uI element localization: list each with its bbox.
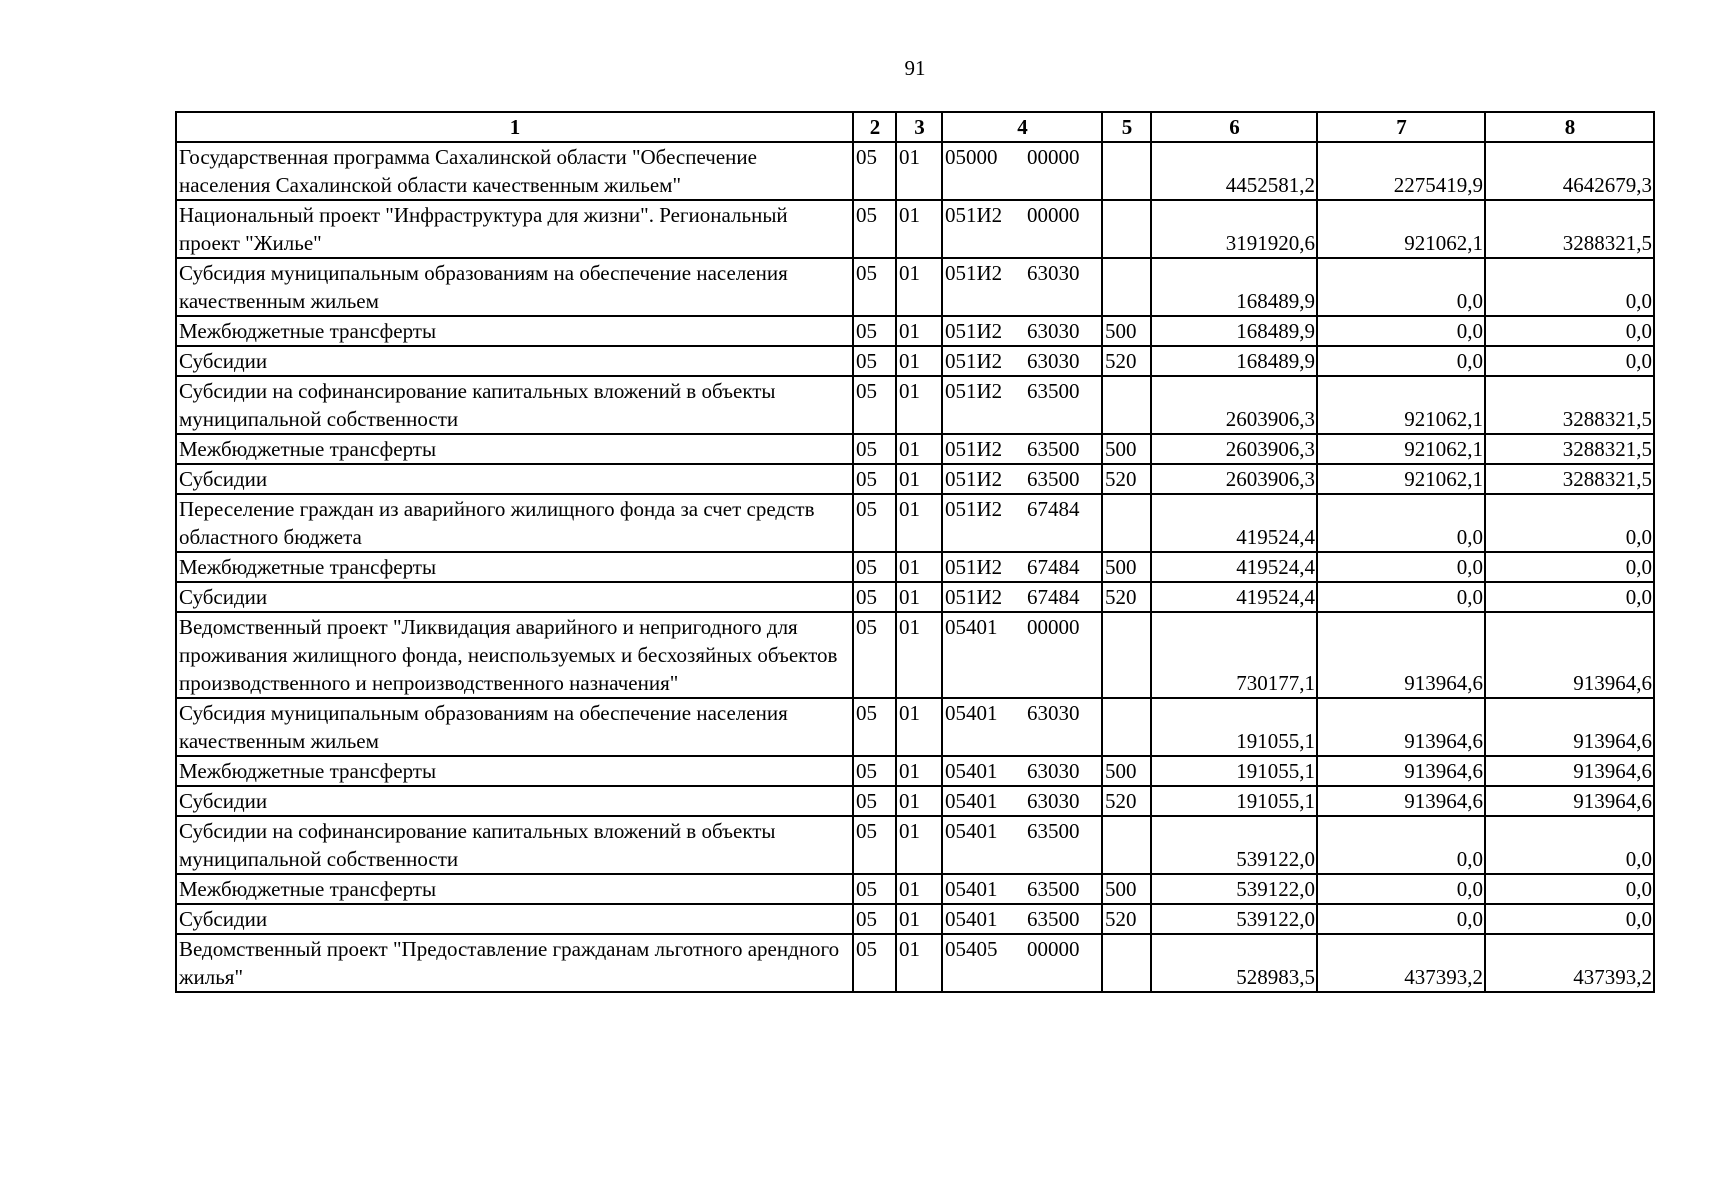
target-article-direction: 63500: [1027, 437, 1080, 461]
table-row: [176, 612, 1654, 698]
target-article-direction: 63030: [1027, 759, 1080, 783]
table-row: [176, 874, 1654, 904]
row-name: Субсидии на софинансирование капитальных вложений в объекты муниципальной собственности: [176, 376, 853, 434]
target-article-direction: 63030: [1027, 349, 1080, 373]
target-article-direction: 67484: [1027, 497, 1080, 521]
amount-col6: 419524,4: [1151, 582, 1317, 612]
expense-type-code: [1102, 934, 1151, 992]
target-article-code: [942, 874, 1102, 904]
target-article-program: 051И2: [945, 437, 1003, 461]
amount-col6: 191055,1: [1151, 698, 1317, 756]
expense-type-code: [1102, 698, 1151, 756]
subsection-code: 01: [896, 756, 942, 786]
row-name: Межбюджетные трансферты: [176, 434, 853, 464]
amount-col8: 3288321,5: [1485, 376, 1654, 434]
target-article-code: [942, 316, 1102, 346]
subsection-code: 01: [896, 582, 942, 612]
col-header: 6: [1151, 112, 1317, 142]
amount-col6: 539122,0: [1151, 874, 1317, 904]
subsection-code: 01: [896, 258, 942, 316]
target-article-program: 05401: [945, 819, 998, 843]
table-row: [176, 786, 1654, 816]
target-article-code: [942, 376, 1102, 434]
amount-col6: 528983,5: [1151, 934, 1317, 992]
row-name: Ведомственный проект "Ликвидация аварийного и непригодного для проживания жилищного фонда, неиспользуемых и бесхозяйных объектов производственного и непроизводственного назначения": [176, 612, 853, 698]
amount-col8: 0,0: [1485, 816, 1654, 874]
target-article-direction: 67484: [1027, 585, 1080, 609]
section-code: 05: [853, 874, 896, 904]
amount-col8: 0,0: [1485, 904, 1654, 934]
target-article-direction: 63500: [1027, 379, 1080, 403]
row-name: Национальный проект "Инфраструктура для жизни". Региональный проект "Жилье": [176, 200, 853, 258]
target-article-direction: 00000: [1027, 615, 1080, 639]
target-article-program: 05401: [945, 615, 998, 639]
target-article-code: [942, 346, 1102, 376]
target-article-direction: 63030: [1027, 261, 1080, 285]
target-article-program: 051И2: [945, 379, 1003, 403]
amount-col6: 419524,4: [1151, 494, 1317, 552]
section-code: 05: [853, 904, 896, 934]
row-name: Межбюджетные трансферты: [176, 552, 853, 582]
table-row: [176, 464, 1654, 494]
table-row: [176, 904, 1654, 934]
target-article-program: 051И2: [945, 497, 1003, 521]
row-name: Субсидии: [176, 464, 853, 494]
amount-col8: 437393,2: [1485, 934, 1654, 992]
expense-type-code: 520: [1102, 904, 1151, 934]
amount-col7: 0,0: [1317, 346, 1485, 376]
amount-col7: 913964,6: [1317, 756, 1485, 786]
amount-col6: 191055,1: [1151, 756, 1317, 786]
expense-type-code: [1102, 142, 1151, 200]
target-article-direction: 63030: [1027, 319, 1080, 343]
section-code: 05: [853, 756, 896, 786]
amount-col6: 539122,0: [1151, 904, 1317, 934]
amount-col7: 913964,6: [1317, 786, 1485, 816]
col-header: 4: [942, 112, 1102, 142]
subsection-code: 01: [896, 904, 942, 934]
amount-col7: 921062,1: [1317, 200, 1485, 258]
target-article-code: [942, 904, 1102, 934]
section-code: 05: [853, 464, 896, 494]
section-code: 05: [853, 494, 896, 552]
expense-type-code: 500: [1102, 552, 1151, 582]
budget-table: [175, 111, 1655, 993]
amount-col8: 3288321,5: [1485, 200, 1654, 258]
table-row: [176, 346, 1654, 376]
section-code: 05: [853, 142, 896, 200]
amount-col7: 921062,1: [1317, 434, 1485, 464]
target-article-program: 051И2: [945, 467, 1003, 491]
amount-col7: 0,0: [1317, 904, 1485, 934]
target-article-code: [942, 142, 1102, 200]
section-code: 05: [853, 698, 896, 756]
target-article-program: 05401: [945, 907, 998, 931]
section-code: 05: [853, 346, 896, 376]
table-row: [176, 698, 1654, 756]
amount-col8: 0,0: [1485, 346, 1654, 376]
target-article-direction: 63030: [1027, 789, 1080, 813]
target-article-code: [942, 698, 1102, 756]
row-name: Межбюджетные трансферты: [176, 316, 853, 346]
target-article-code: [942, 464, 1102, 494]
row-name: Межбюджетные трансферты: [176, 756, 853, 786]
target-article-code: [942, 934, 1102, 992]
expense-type-code: 520: [1102, 786, 1151, 816]
target-article-code: [942, 756, 1102, 786]
subsection-code: 01: [896, 464, 942, 494]
table-row: [176, 582, 1654, 612]
target-article-program: 05401: [945, 759, 998, 783]
amount-col6: 2603906,3: [1151, 376, 1317, 434]
amount-col7: 2275419,9: [1317, 142, 1485, 200]
amount-col8: 0,0: [1485, 316, 1654, 346]
amount-col8: 3288321,5: [1485, 464, 1654, 494]
target-article-program: 05401: [945, 701, 998, 725]
subsection-code: 01: [896, 874, 942, 904]
target-article-direction: 00000: [1027, 145, 1080, 169]
amount-col7: 921062,1: [1317, 376, 1485, 434]
target-article-program: 051И2: [945, 203, 1003, 227]
target-article-code: [942, 434, 1102, 464]
amount-col7: 0,0: [1317, 874, 1485, 904]
row-name: Государственная программа Сахалинской области "Обеспечение населения Сахалинской области качественным жильем": [176, 142, 853, 200]
target-article-direction: 63500: [1027, 467, 1080, 491]
row-name: Переселение граждан из аварийного жилищного фонда за счет средств областного бюджета: [176, 494, 853, 552]
table-row: [176, 816, 1654, 874]
target-article-program: 05000: [945, 145, 998, 169]
row-name: Ведомственный проект "Предоставление гражданам льготного арендного жилья": [176, 934, 853, 992]
target-article-direction: 67484: [1027, 555, 1080, 579]
amount-col7: 913964,6: [1317, 698, 1485, 756]
col-header: 2: [853, 112, 896, 142]
expense-type-code: [1102, 612, 1151, 698]
table-row: [176, 376, 1654, 434]
amount-col6: 191055,1: [1151, 786, 1317, 816]
amount-col7: 0,0: [1317, 494, 1485, 552]
amount-col7: 0,0: [1317, 316, 1485, 346]
amount-col8: 0,0: [1485, 494, 1654, 552]
subsection-code: 01: [896, 934, 942, 992]
col-header: 5: [1102, 112, 1151, 142]
subsection-code: 01: [896, 376, 942, 434]
expense-type-code: 500: [1102, 756, 1151, 786]
row-name: Субсидии: [176, 582, 853, 612]
amount-col6: 168489,9: [1151, 316, 1317, 346]
table-row: [176, 756, 1654, 786]
target-article-direction: 63030: [1027, 701, 1080, 725]
target-article-code: [942, 582, 1102, 612]
target-article-program: 051И2: [945, 319, 1003, 343]
expense-type-code: 500: [1102, 874, 1151, 904]
target-article-program: 051И2: [945, 349, 1003, 373]
amount-col6: 2603906,3: [1151, 464, 1317, 494]
col-header: 1: [176, 112, 853, 142]
section-code: 05: [853, 258, 896, 316]
target-article-code: [942, 552, 1102, 582]
section-code: 05: [853, 934, 896, 992]
row-name: Субсидии: [176, 786, 853, 816]
target-article-program: 05401: [945, 789, 998, 813]
table-row: [176, 200, 1654, 258]
table-row: [176, 258, 1654, 316]
target-article-code: [942, 200, 1102, 258]
amount-col6: 730177,1: [1151, 612, 1317, 698]
target-article-code: [942, 494, 1102, 552]
amount-col8: 0,0: [1485, 874, 1654, 904]
amount-col6: 4452581,2: [1151, 142, 1317, 200]
expense-type-code: [1102, 200, 1151, 258]
expense-type-code: 520: [1102, 346, 1151, 376]
col-header: 8: [1485, 112, 1654, 142]
section-code: 05: [853, 612, 896, 698]
col-header: 7: [1317, 112, 1485, 142]
target-article-code: [942, 612, 1102, 698]
amount-col6: 419524,4: [1151, 552, 1317, 582]
amount-col8: 0,0: [1485, 582, 1654, 612]
expense-type-code: 520: [1102, 464, 1151, 494]
target-article-code: [942, 258, 1102, 316]
target-article-program: 051И2: [945, 555, 1003, 579]
amount-col8: 913964,6: [1485, 786, 1654, 816]
subsection-code: 01: [896, 612, 942, 698]
amount-col6: 3191920,6: [1151, 200, 1317, 258]
table-row: [176, 434, 1654, 464]
expense-type-code: 500: [1102, 434, 1151, 464]
row-name: Субсидии: [176, 346, 853, 376]
row-name: Субсидии: [176, 904, 853, 934]
amount-col7: 0,0: [1317, 552, 1485, 582]
table-body: [176, 142, 1654, 992]
amount-col7: 0,0: [1317, 582, 1485, 612]
section-code: 05: [853, 786, 896, 816]
target-article-direction: 63500: [1027, 877, 1080, 901]
target-article-program: 05405: [945, 937, 998, 961]
table-row: [176, 552, 1654, 582]
amount-col6: 168489,9: [1151, 346, 1317, 376]
section-code: 05: [853, 552, 896, 582]
subsection-code: 01: [896, 316, 942, 346]
subsection-code: 01: [896, 142, 942, 200]
row-name: Субсидия муниципальным образованиям на обеспечение населения качественным жильем: [176, 258, 853, 316]
amount-col7: 913964,6: [1317, 612, 1485, 698]
amount-col8: 3288321,5: [1485, 434, 1654, 464]
expense-type-code: [1102, 258, 1151, 316]
table-row: [176, 142, 1654, 200]
amount-col8: 0,0: [1485, 552, 1654, 582]
amount-col7: 921062,1: [1317, 464, 1485, 494]
row-name: Субсидия муниципальным образованиям на обеспечение населения качественным жильем: [176, 698, 853, 756]
section-code: 05: [853, 200, 896, 258]
subsection-code: 01: [896, 552, 942, 582]
target-article-program: 051И2: [945, 585, 1003, 609]
target-article-code: [942, 816, 1102, 874]
target-article-program: 051И2: [945, 261, 1003, 285]
expense-type-code: [1102, 494, 1151, 552]
subsection-code: 01: [896, 200, 942, 258]
page-number: 91: [904, 56, 926, 80]
row-name: Межбюджетные трансферты: [176, 874, 853, 904]
table-row: [176, 934, 1654, 992]
subsection-code: 01: [896, 698, 942, 756]
target-article-direction: 63500: [1027, 907, 1080, 931]
target-article-direction: 00000: [1027, 203, 1080, 227]
subsection-code: 01: [896, 494, 942, 552]
amount-col6: 2603906,3: [1151, 434, 1317, 464]
subsection-code: 01: [896, 816, 942, 874]
amount-col7: 0,0: [1317, 816, 1485, 874]
expense-type-code: 500: [1102, 316, 1151, 346]
section-code: 05: [853, 316, 896, 346]
amount-col6: 168489,9: [1151, 258, 1317, 316]
section-code: 05: [853, 582, 896, 612]
subsection-code: 01: [896, 786, 942, 816]
amount-col8: 913964,6: [1485, 756, 1654, 786]
target-article-direction: 63500: [1027, 819, 1080, 843]
section-code: 05: [853, 816, 896, 874]
amount-col8: 913964,6: [1485, 698, 1654, 756]
table-row: [176, 316, 1654, 346]
target-article-direction: 00000: [1027, 937, 1080, 961]
amount-col7: 0,0: [1317, 258, 1485, 316]
amount-col8: 913964,6: [1485, 612, 1654, 698]
row-name: Субсидии на софинансирование капитальных вложений в объекты муниципальной собственности: [176, 816, 853, 874]
col-header: 3: [896, 112, 942, 142]
section-code: 05: [853, 434, 896, 464]
expense-type-code: [1102, 376, 1151, 434]
expense-type-code: [1102, 816, 1151, 874]
target-article-program: 05401: [945, 877, 998, 901]
amount-col6: 539122,0: [1151, 816, 1317, 874]
amount-col7: 437393,2: [1317, 934, 1485, 992]
header-row: [176, 112, 1654, 142]
amount-col8: 0,0: [1485, 258, 1654, 316]
amount-col8: 4642679,3: [1485, 142, 1654, 200]
section-code: 05: [853, 376, 896, 434]
expense-type-code: 520: [1102, 582, 1151, 612]
table-row: [176, 494, 1654, 552]
target-article-code: [942, 786, 1102, 816]
subsection-code: 01: [896, 434, 942, 464]
subsection-code: 01: [896, 346, 942, 376]
